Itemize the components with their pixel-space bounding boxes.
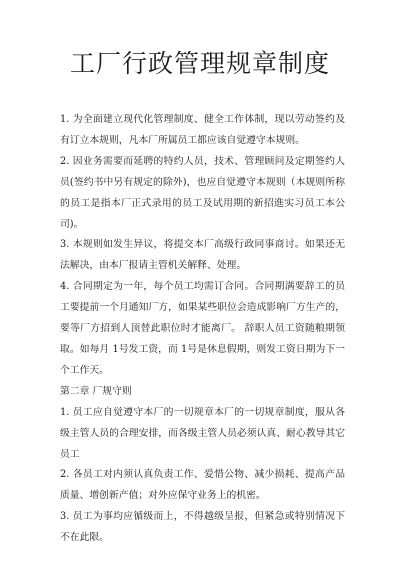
chapter-heading: 第二章 厂规守则 — [60, 385, 132, 397]
paragraph-3: 3. 本规则如发生异议，将提交本厂高级行政同事商讨。如果还无法解决，由本厂报请主管机关解释、处理。 — [60, 239, 345, 272]
paragraph-1: 1. 为全面建立现代化管理制度、健全工作体制，现以劳动签约及有订立本规则，凡本厂所属员工都应该自觉遵守本规则。 — [60, 114, 345, 146]
paragraph-2: 2. 因业务需要而延聘的特约人员，技术、管理顾问及定期签约人员(签约书中另有规定的除外)，也应自觉遵守本规则（本规则所称的员工是指本厂正式录用的员工及试用期的新招進实习员工本公司)。 — [60, 155, 345, 230]
paragraph-6: 2. 各员工对内须认真负责工作、爱惜公物、减少损耗、提高产品质量、增创新产值；对外应保守业务上的机密。 — [60, 469, 345, 502]
paragraph-4: 4. 合同期定为一年，每个员工均需订合同。合同期满要辞工的员工要提前一个月通知厂方，如果某些职位会造成影响厂方生产的，要等厂方招到人顶替此职位时才能离厂。 辞职人员工资随粮期领取。如每月 1号发工资，而 1号是休息假期，则发工资日期为下一个工作天。 — [60, 281, 345, 376]
document-body — [60, 110, 345, 549]
paragraph-7: 3. 员工为事均应循级而上，不得越级呈报，但紧急或特别情况下不在此限。 — [60, 511, 345, 544]
document-title: 工厂行政管理规章制度 — [69, 49, 330, 78]
paragraph-5: 1. 员工应自觉遵守本厂的一切规章本厂的一切规章制度，服从各级主管人员的合理安排，而各级主管人员必须认真、耐心教导其它员工 — [60, 406, 345, 460]
